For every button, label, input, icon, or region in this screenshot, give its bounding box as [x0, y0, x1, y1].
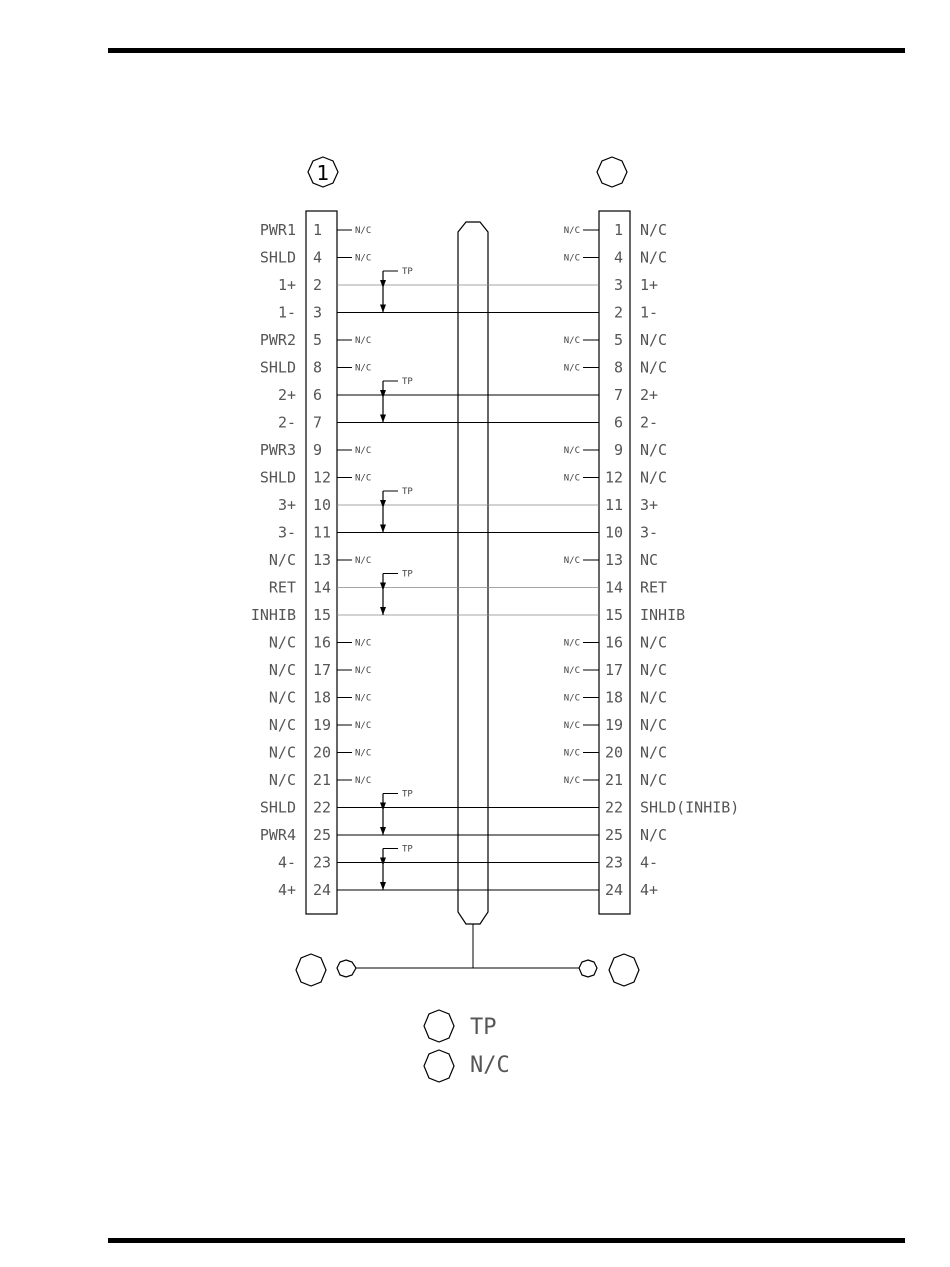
left-nc-label: N/C — [355, 446, 372, 456]
legend-nc-label: N/C — [470, 1053, 510, 1078]
right-pin-number: 9 — [613, 441, 623, 459]
right-pin-number: 6 — [613, 413, 623, 432]
left-signal-label: 2+ — [277, 386, 296, 404]
right-signal-label: INHIB — [640, 606, 686, 624]
right-signal-label: 4- — [640, 853, 659, 872]
left-signal-label: N/C — [268, 688, 296, 707]
twisted-pair-arrow — [380, 305, 386, 313]
right-pin-number: 24 — [604, 881, 623, 899]
left-pin-number: 14 — [313, 578, 332, 597]
left-nc-label: N/C — [355, 638, 372, 649]
left-pin-number: 13 — [313, 551, 332, 569]
right-nc-label: N/C — [563, 473, 580, 484]
right-nc-label: N/C — [563, 336, 580, 346]
left-signal-label: 4- — [277, 853, 296, 872]
right-signal-label: N/C — [640, 221, 668, 239]
backshell-right-small — [579, 960, 597, 977]
left-signal-label: 2- — [277, 413, 296, 432]
right-signal-label: N/C — [640, 468, 668, 487]
right-pin-number: 12 — [604, 468, 623, 487]
left-nc-label: N/C — [355, 776, 372, 786]
right-pin-number: 11 — [604, 496, 623, 514]
left-signal-label: SHLD — [259, 248, 296, 267]
left-pin-number: 7 — [313, 413, 323, 432]
connector-left-id: 1 — [316, 161, 330, 185]
backshell-left-large — [296, 954, 326, 986]
right-nc-label: N/C — [563, 721, 580, 731]
right-pin-number: 8 — [613, 358, 623, 377]
right-pin-number: 18 — [604, 688, 623, 707]
left-signal-label: SHLD — [259, 468, 296, 487]
left-signal-label: 3+ — [277, 496, 296, 514]
right-nc-label: N/C — [563, 776, 580, 786]
twisted-pair-arrow — [380, 415, 386, 423]
left-pin-number: 11 — [313, 523, 332, 542]
right-signal-label: N/C — [640, 441, 668, 459]
right-pin-number: 1 — [613, 221, 623, 239]
left-nc-label: N/C — [355, 721, 372, 731]
twisted-pair-arrow — [380, 803, 386, 811]
left-pin-number: 15 — [313, 606, 332, 624]
right-signal-label: N/C — [640, 633, 668, 652]
twisted-pair-arrow — [380, 607, 386, 615]
left-pin-number: 5 — [313, 331, 323, 349]
connector-right-callout — [597, 157, 627, 187]
right-pin-number: 19 — [604, 716, 623, 734]
left-pin-number: 20 — [313, 743, 332, 762]
left-signal-label: N/C — [268, 743, 296, 762]
left-signal-label: PWR1 — [259, 221, 296, 239]
right-signal-label: N/C — [640, 716, 668, 734]
left-signal-label: N/C — [268, 633, 296, 652]
right-signal-label: SHLD(INHIB) — [640, 798, 740, 817]
left-pin-number: 12 — [313, 468, 332, 487]
right-nc-label: N/C — [563, 363, 580, 374]
left-pin-number: 16 — [313, 633, 332, 652]
bottom-rule — [108, 1238, 905, 1243]
right-signal-label: 3+ — [640, 496, 659, 514]
right-pin-number: 23 — [604, 853, 623, 872]
left-signal-label: 3- — [277, 523, 296, 542]
left-pin-number: 4 — [313, 248, 323, 267]
left-signal-label: SHLD — [259, 358, 296, 377]
right-nc-label: N/C — [563, 253, 580, 264]
left-signal-label: N/C — [268, 771, 296, 789]
twisted-pair-arrow — [380, 858, 386, 866]
left-nc-label: N/C — [355, 336, 372, 346]
twisted-pair-label: TP — [402, 789, 413, 800]
legend-tp-symbol — [424, 1010, 454, 1042]
left-signal-label: RET — [268, 578, 296, 597]
left-pin-number: 23 — [313, 853, 332, 872]
right-pin-number: 2 — [613, 303, 623, 322]
right-pin-number: 10 — [604, 523, 623, 542]
right-nc-label: N/C — [563, 556, 580, 566]
left-pin-number: 25 — [313, 826, 332, 844]
cable-shield — [458, 222, 488, 924]
right-signal-label: RET — [640, 578, 668, 597]
right-pin-number: 4 — [613, 248, 623, 267]
left-signal-label: INHIB — [250, 606, 296, 624]
left-signal-label: N/C — [268, 551, 296, 569]
right-nc-label: N/C — [563, 666, 580, 676]
left-pin-number: 2 — [313, 276, 323, 294]
legend-nc-symbol — [424, 1050, 454, 1082]
left-pin-number: 22 — [313, 798, 332, 817]
left-pin-number: 10 — [313, 496, 332, 514]
twisted-pair-label: TP — [402, 569, 413, 580]
left-pin-number: 1 — [313, 221, 323, 239]
left-signal-label: PWR4 — [259, 826, 296, 844]
right-signal-label: NC — [640, 551, 659, 569]
right-pin-number: 13 — [604, 551, 623, 569]
right-pin-number: 20 — [604, 743, 623, 762]
left-nc-label: N/C — [355, 666, 372, 676]
left-pin-number: 6 — [313, 386, 323, 404]
right-pin-number: 5 — [613, 331, 623, 349]
left-pin-number: 19 — [313, 716, 332, 734]
left-pin-number: 9 — [313, 441, 323, 459]
right-pin-number: 17 — [604, 661, 623, 679]
right-pin-number: 7 — [613, 386, 623, 404]
right-signal-label: N/C — [640, 688, 668, 707]
twisted-pair-arrow — [380, 583, 386, 591]
right-pin-number: 14 — [604, 578, 623, 597]
twisted-pair-label: TP — [402, 377, 413, 387]
right-pin-number: 15 — [604, 606, 623, 624]
left-pin-number: 21 — [313, 771, 332, 789]
right-signal-label: 3- — [640, 523, 659, 542]
right-pin-number: 25 — [604, 826, 623, 844]
left-pin-number: 18 — [313, 688, 332, 707]
left-signal-label: PWR2 — [259, 331, 296, 349]
right-signal-label: 1- — [640, 303, 659, 322]
twisted-pair-arrow — [380, 500, 386, 508]
legend — [424, 1010, 510, 1082]
twisted-pair-label: TP — [402, 487, 413, 497]
right-signal-label: 2+ — [640, 386, 659, 404]
right-nc-label: N/C — [563, 226, 580, 236]
left-signal-label: 1- — [277, 303, 296, 322]
left-pin-number: 8 — [313, 358, 323, 377]
right-nc-label: N/C — [563, 693, 580, 704]
right-signal-label: 4+ — [640, 881, 659, 899]
twisted-pair-arrow — [380, 882, 386, 890]
left-nc-label: N/C — [355, 363, 372, 374]
right-signal-label: N/C — [640, 331, 668, 349]
left-signal-label: 1+ — [277, 276, 296, 294]
twisted-pair-label: TP — [402, 844, 413, 855]
right-signal-label: 1+ — [640, 276, 659, 294]
right-nc-label: N/C — [563, 748, 580, 759]
backshell-right-large — [609, 954, 639, 986]
right-signal-label: N/C — [640, 743, 668, 762]
right-pin-number: 21 — [604, 771, 623, 789]
connector-left-callout — [308, 157, 338, 187]
twisted-pair-arrow — [380, 390, 386, 398]
right-pin-number: 22 — [604, 798, 623, 817]
right-nc-label: N/C — [563, 446, 580, 456]
left-nc-label: N/C — [355, 226, 372, 236]
left-signal-label: N/C — [268, 661, 296, 679]
backshell-left-small — [337, 960, 356, 977]
left-nc-label: N/C — [355, 253, 372, 264]
left-nc-label: N/C — [355, 748, 372, 759]
left-signal-label: PWR3 — [259, 441, 296, 459]
left-pin-number: 24 — [313, 881, 332, 899]
left-nc-label: N/C — [355, 693, 372, 704]
drain-assembly — [296, 924, 639, 986]
right-nc-label: N/C — [563, 638, 580, 649]
right-signal-label: N/C — [640, 661, 668, 679]
left-pin-number: 17 — [313, 661, 332, 679]
left-pin-number: 3 — [313, 303, 323, 322]
right-signal-label: 2- — [640, 413, 659, 432]
twisted-pair-arrow — [380, 827, 386, 835]
left-signal-label: SHLD — [259, 798, 296, 817]
twisted-pair-arrow — [380, 525, 386, 533]
twisted-pair-arrow — [380, 280, 386, 288]
pin-rows — [251, 221, 740, 899]
right-signal-label: N/C — [640, 826, 668, 844]
left-nc-label: N/C — [355, 556, 372, 566]
legend-tp-label: TP — [470, 1015, 497, 1040]
left-signal-label: 4+ — [277, 881, 296, 899]
left-nc-label: N/C — [355, 473, 372, 484]
left-signal-label: N/C — [268, 716, 296, 734]
right-pin-number: 3 — [613, 276, 623, 294]
right-signal-label: N/C — [640, 248, 668, 267]
twisted-pair-label: TP — [402, 267, 413, 277]
right-signal-label: N/C — [640, 771, 668, 789]
right-pin-number: 16 — [604, 633, 623, 652]
right-signal-label: N/C — [640, 358, 668, 377]
